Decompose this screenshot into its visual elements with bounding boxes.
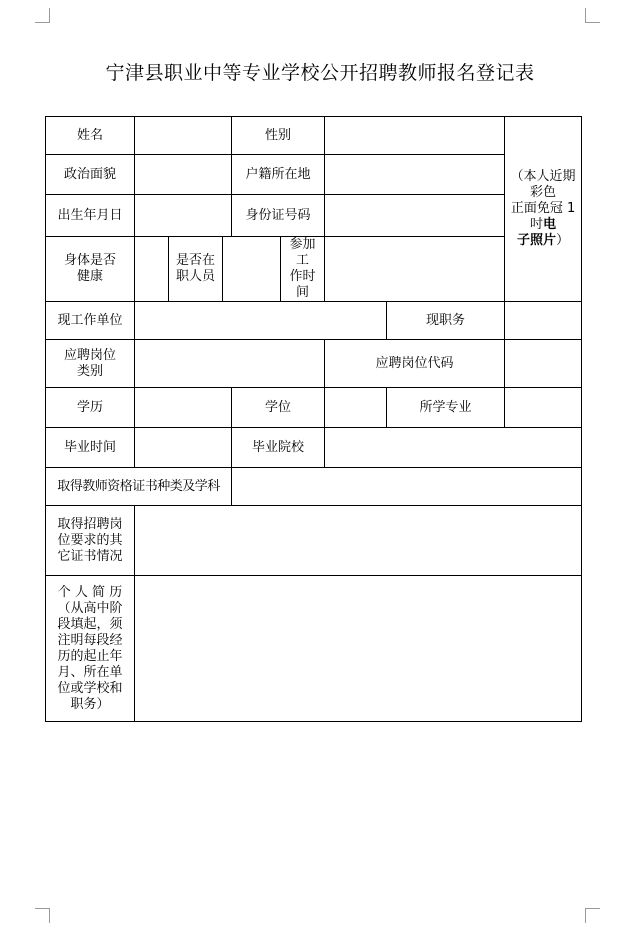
graduation-school-input-cell[interactable] — [325, 428, 582, 468]
photo-instruction-line1: （本人近期彩色 — [510, 169, 576, 200]
table-row — [46, 302, 582, 340]
table-row — [46, 506, 582, 576]
corner-mark-top-right — [585, 8, 600, 23]
id-number-input-cell[interactable] — [325, 195, 505, 237]
label-teacher-cert: 取得教师资格证书种类及学科 — [46, 468, 232, 506]
label-work-start-line2: 作时间 — [289, 269, 316, 300]
table-row — [46, 117, 582, 155]
label-current-position: 现职务 — [387, 302, 505, 340]
label-health — [46, 237, 135, 302]
label-resume-line5: 历的起止年 — [57, 648, 123, 664]
degree-input-cell[interactable] — [325, 388, 387, 428]
label-in-service-line2: 职人员 — [175, 269, 215, 284]
table-row — [46, 195, 582, 237]
corner-mark-bottom-left — [35, 908, 50, 923]
label-other-certs-line1: 取得招聘岗 — [57, 516, 123, 532]
page-title: 宁津县职业中等专业学校公开招聘教师报名登记表 — [105, 62, 535, 84]
teacher-cert-input-cell[interactable] — [232, 468, 582, 506]
label-resume-line6: 月、所在单 — [57, 664, 123, 680]
gender-input-cell[interactable] — [325, 117, 505, 155]
label-graduation-school: 毕业院校 — [232, 428, 325, 468]
work-start-input-cell[interactable] — [325, 237, 505, 302]
household-location-input-cell[interactable] — [325, 155, 505, 195]
label-health-line1: 身体是否 — [63, 253, 116, 268]
resume-input-cell[interactable] — [135, 576, 582, 722]
label-political-status: 政治面貌 — [46, 155, 135, 195]
table-row — [46, 388, 582, 428]
label-resume-line1: 个 人 简 历 — [57, 584, 123, 600]
photo-instruction-bold2: 子照片 — [517, 233, 557, 248]
label-in-service-line1: 是否在 — [175, 253, 215, 268]
corner-mark-top-left — [35, 8, 50, 23]
label-work-start-line1: 参加工 — [289, 237, 316, 268]
label-resume-line3: 段填起，须 — [57, 616, 123, 632]
health-input-cell[interactable] — [135, 237, 169, 302]
table-row — [46, 155, 582, 195]
label-resume-line7: 位或学校和 — [57, 680, 123, 696]
photo-instruction-line2: 正面免冠 1 吋 — [510, 201, 576, 232]
label-current-employer: 现工作单位 — [46, 302, 135, 340]
applied-category-input-cell[interactable] — [135, 340, 325, 388]
label-resume-line8: 职务） — [70, 696, 110, 712]
political-status-input-cell[interactable] — [135, 155, 232, 195]
label-other-certs-line3: 它证书情况 — [57, 548, 123, 564]
label-name: 姓名 — [46, 117, 135, 155]
registration-form-table — [45, 116, 582, 722]
label-resume — [46, 576, 135, 722]
label-resume-line4: 注明每段经 — [57, 632, 123, 648]
label-id-number: 身份证号码 — [232, 195, 325, 237]
table-row — [46, 340, 582, 388]
label-other-certs-line2: 位要求的其 — [57, 532, 123, 548]
photo-instruction-end: ） — [556, 233, 570, 248]
current-position-input-cell[interactable] — [505, 302, 582, 340]
education-input-cell[interactable] — [135, 388, 232, 428]
label-graduation-time: 毕业时间 — [46, 428, 135, 468]
label-work-start — [281, 237, 325, 302]
photo-area[interactable] — [505, 117, 582, 302]
label-education: 学历 — [46, 388, 135, 428]
label-household-location: 户籍所在地 — [232, 155, 325, 195]
in-service-input-cell[interactable] — [223, 237, 281, 302]
label-other-certs — [46, 506, 135, 576]
label-major: 所学专业 — [387, 388, 505, 428]
table-row — [46, 576, 582, 722]
label-applied-category-line1: 应聘岗位 — [63, 347, 116, 363]
table-row — [46, 428, 582, 468]
graduation-time-input-cell[interactable] — [135, 428, 232, 468]
label-degree: 学位 — [232, 388, 325, 428]
label-applied-category-line2: 类别 — [76, 363, 103, 379]
name-input-cell[interactable] — [135, 117, 232, 155]
label-resume-line2: （从高中阶 — [57, 600, 123, 616]
label-birth-date: 出生年月日 — [46, 195, 135, 237]
label-health-line2: 健康 — [76, 269, 103, 284]
photo-instruction-bold1: 电 — [543, 217, 557, 232]
current-employer-input-cell[interactable] — [135, 302, 387, 340]
table-row — [46, 468, 582, 506]
birth-date-input-cell[interactable] — [135, 195, 232, 237]
applied-code-input-cell[interactable] — [505, 340, 582, 388]
other-certs-input-cell[interactable] — [135, 506, 582, 576]
label-applied-category — [46, 340, 135, 388]
label-in-service — [169, 237, 223, 302]
table-row — [46, 237, 582, 302]
label-gender: 性别 — [232, 117, 325, 155]
major-input-cell[interactable] — [505, 388, 582, 428]
label-applied-code: 应聘岗位代码 — [325, 340, 505, 388]
corner-mark-bottom-right — [585, 908, 600, 923]
